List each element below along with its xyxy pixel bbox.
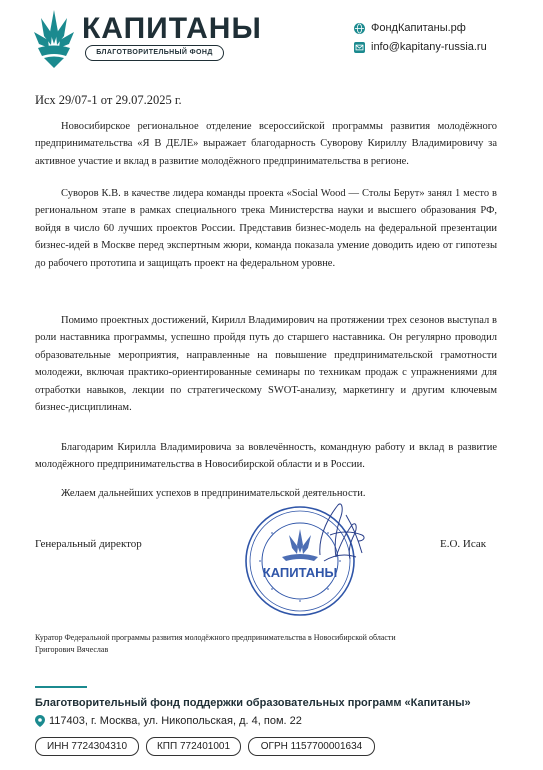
stamp-text: КАПИТАНЫ — [262, 565, 338, 580]
signatory-title: Генеральный директор — [35, 538, 142, 550]
brand-subtitle: БЛАГОТВОРИТЕЛЬНЫЙ ФОНД — [85, 45, 224, 61]
outgoing-reference: Исх 29/07-1 от 29.07.2025 г. — [35, 93, 182, 107]
kapitany-logo-icon — [34, 10, 74, 68]
inn-badge: ИНН 7724304310 — [35, 737, 139, 756]
ogrn-badge: ОГРН 1157700001634 — [248, 737, 375, 756]
paragraph-4: Благодарим Кирилла Владимировича за вовлечённость, командную работу и вклад в развитие молодёжного предпринимательства в Новосибирской области и в России. — [35, 442, 497, 471]
address-text: 117403, г. Москва, ул. Никопольская, д. 4, пом. 22 — [49, 715, 302, 727]
globe-icon — [354, 23, 365, 34]
location-pin-icon — [35, 715, 45, 727]
website-link[interactable]: ФондКапитаны.рф — [371, 22, 466, 34]
email-icon — [354, 42, 365, 53]
paragraph-2: Суворов К.В. в качестве лидера команды проекта «Social Wood — Столы Берут» занял 1 место в региональном этапе в рамках специального трека Министерства науки и высшего образования РФ, войдя в число 60 лучших проектов России. Представив бизнес-модель на федеральной презентации бизнес-идей в Москве перед экспертным жюри, команда показала умение доводить идею от гипотезы до рабочего прототипа и защищать проект на федеральном уровне. — [35, 188, 497, 269]
handwritten-signature — [300, 495, 380, 575]
email-link[interactable]: info@kapitany-russia.ru — [371, 41, 487, 53]
paragraph-3: Помимо проектных достижений, Кирилл Владимирович на протяжении трех сезонов выступал в роли наставника программы, успешно пройдя путь до старшего наставника. Он регулярно проводил образовательные мероприятия, направленные на повышение предпринимательской грамотности молодежи, включая практико-ориентированные семинары по техникам продаж с упражнениями для отработки навыков, лекции по стратегическому SWOT-анализу, маркетингу и другим ключевым бизнес-дисциплинам. — [35, 315, 497, 414]
email-contact[interactable] — [354, 41, 487, 53]
footer-address — [35, 715, 302, 727]
curator-line-1: Куратор Федеральной программы развития молодёжного предпринимательства в Новосибирской области — [35, 633, 396, 642]
footer-divider — [35, 686, 87, 688]
website-contact[interactable] — [354, 22, 466, 34]
footer-org-name: Благотворительный фонд поддержки образовательных программ «Капитаны» — [35, 697, 471, 709]
kpp-badge: КПП 772401001 — [146, 737, 241, 756]
curator-line-2: Григорович Вячеслав — [35, 645, 109, 654]
paragraph-1: Новосибирское региональное отделение всероссийской программы развития молодёжного предпринимательства «Я В ДЕЛЕ» выражает благодарность Суворову Кириллу Владимировичу за активное участие и вклад в развитие молодёжного предпринимательства в регионе. — [35, 121, 497, 167]
signatory-name: Е.О. Исак — [440, 538, 487, 550]
paragraph-5: Желаем дальнейших успехов в предпринимательской деятельности. — [61, 488, 366, 499]
brand-name: КАПИТАНЫ — [82, 12, 262, 45]
